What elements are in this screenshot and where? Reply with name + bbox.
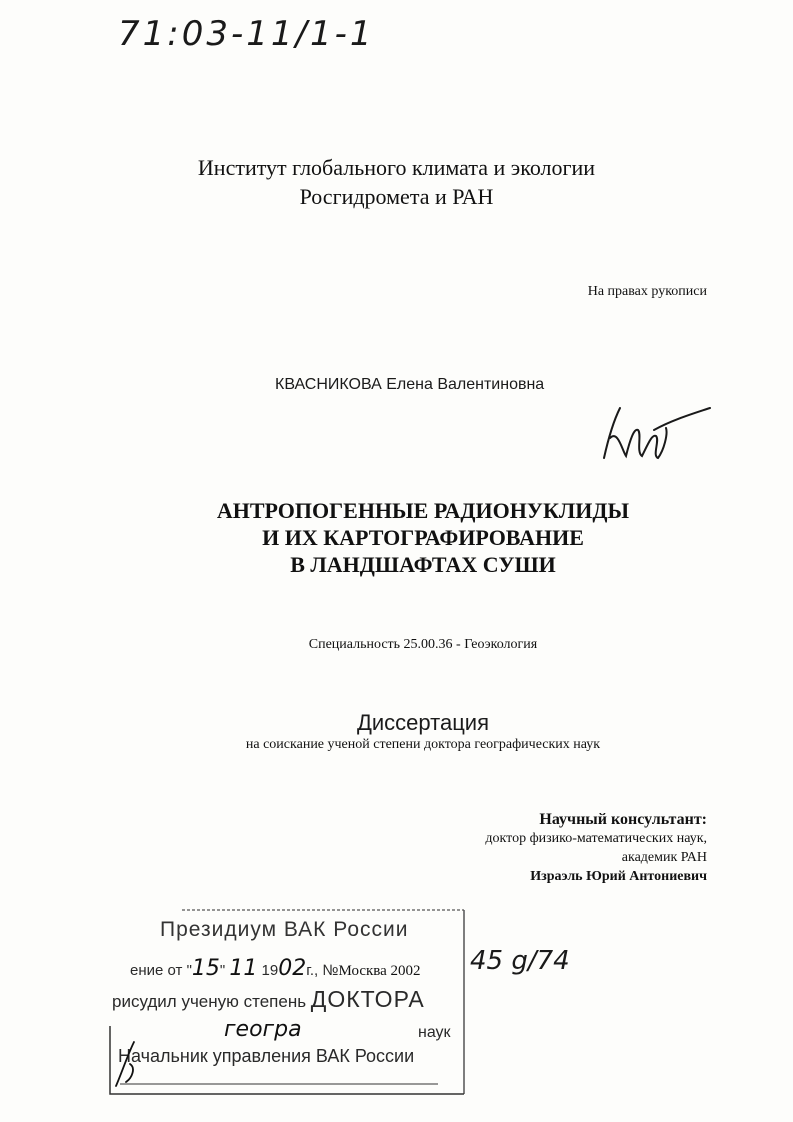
stamp-mid: ": [219, 962, 230, 979]
stamp-header: Президиум ВАК России: [160, 918, 409, 941]
stamp-day: 15: [191, 956, 220, 981]
consultant-label: Научный консультант:: [539, 811, 707, 828]
stamp-decision-prefix: ение от ": [130, 962, 192, 979]
registration-number: 45 g/74: [470, 946, 570, 976]
stamp-decision-line: [130, 956, 421, 981]
stamp-official-signature: [108, 1034, 168, 1094]
stamp-degree: ДОКТОРА: [310, 986, 425, 1012]
institute-name: [0, 153, 793, 211]
title-line-2: И ИХ КАРТОГРАФИРОВАНИЕ: [262, 525, 584, 550]
specialty: Специальность 25.00.36 - Геоэкология: [308, 637, 538, 652]
archive-number: 71:03-11/1-1: [118, 14, 375, 54]
stamp-field: геогра: [224, 1017, 302, 1042]
institute-line-2: Росгидромета и РАН: [299, 184, 494, 209]
stamp-awarded-prefix: рисудил ученую степень: [112, 992, 311, 1011]
stamp-city-year: Москва 2002: [338, 963, 421, 979]
consultant-block: [485, 810, 707, 886]
rights-note: На правах рукописи: [587, 284, 707, 299]
stamp-year-prefix: 19: [257, 962, 279, 979]
stamp-month: 11: [229, 956, 258, 981]
author-name: КВАСНИКОВА Елена Валентиновна: [275, 376, 545, 393]
stamp-awarded-line: [112, 986, 425, 1013]
institute-line-1: Институт глобального климата и экологии: [197, 155, 596, 180]
consultant-rank: академик РАН: [621, 850, 707, 865]
signature: [592, 400, 732, 470]
stamp-year-suffix: г., №: [306, 962, 339, 979]
stamp-field-line: [224, 1016, 302, 1042]
title-line-3: В ЛАНДШАФТАХ СУШИ: [290, 552, 556, 577]
dissertation-subtitle: на соискание ученой степени доктора географических наук: [245, 737, 601, 752]
vak-stamp: [108, 906, 468, 1106]
consultant-name: Израэль Юрий Антониевич: [530, 869, 707, 884]
dissertation-heading: Диссертация: [356, 710, 490, 735]
dissertation-title: [0, 497, 793, 578]
stamp-field-suffix: наук: [418, 1024, 451, 1041]
stamp-official: Начальник управления ВАК России: [118, 1046, 415, 1066]
stamp-year: 02: [278, 956, 307, 981]
title-line-1: АНТРОПОГЕННЫЕ РАДИОНУКЛИДЫ: [216, 498, 630, 523]
consultant-degree: доктор физико-математических наук,: [485, 831, 707, 846]
